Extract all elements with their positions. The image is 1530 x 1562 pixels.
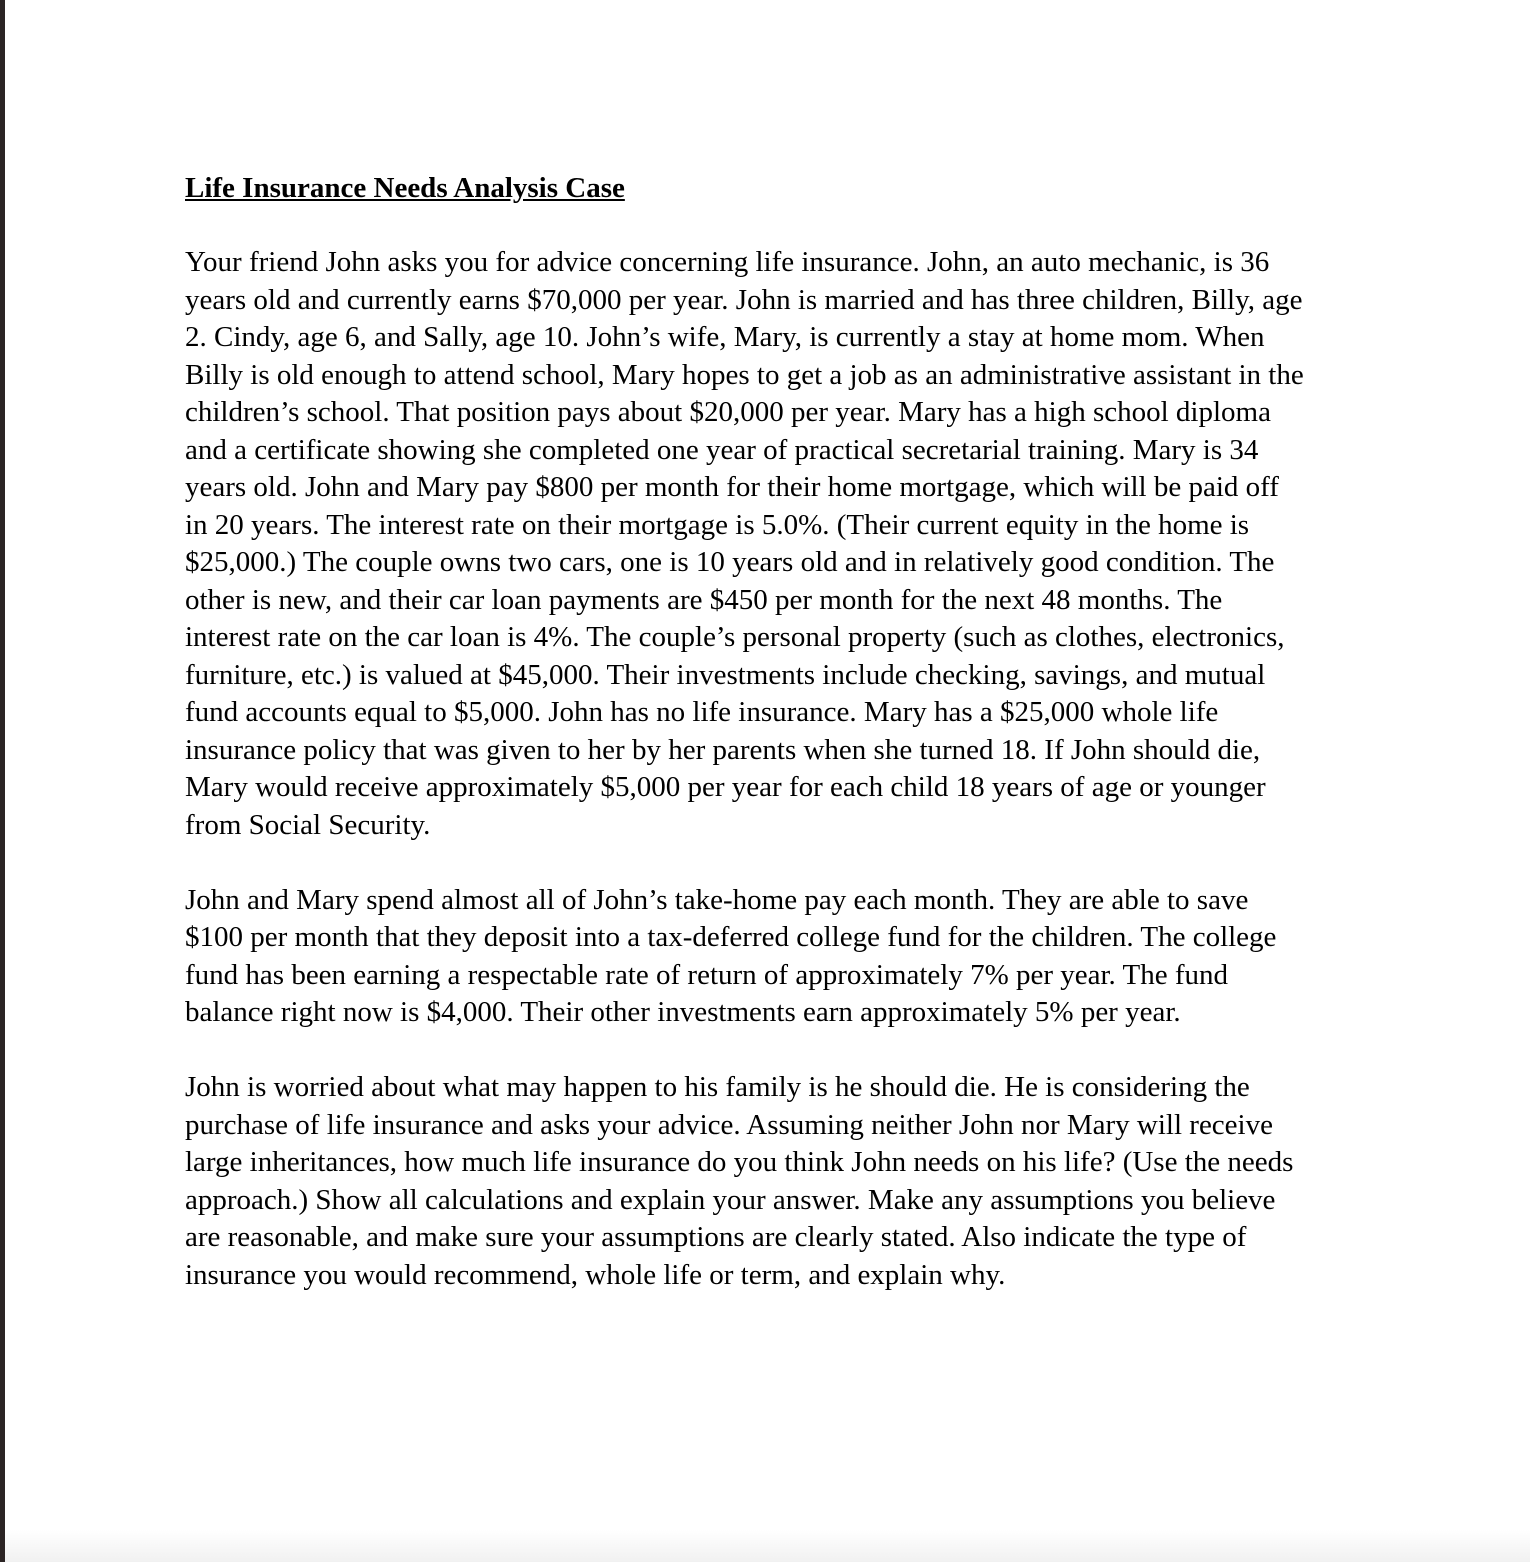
document-page xyxy=(185,170,1365,1332)
window-left-border xyxy=(0,0,5,1562)
text-line: $100 per month that they deposit into a tax-deferred college fund for the children. The college xyxy=(185,921,1277,953)
text-line: $25,000.) The couple owns two cars, one is 10 years old and in relatively good condition. The xyxy=(185,546,1275,578)
text-line: balance right now is $4,000. Their other investments earn approximately 5% per year. xyxy=(185,996,1181,1028)
text-line: years old. John and Mary pay $800 per month for their home mortgage, which will be paid off xyxy=(185,471,1279,503)
text-line: purchase of life insurance and asks your advice. Assuming neither John nor Mary will receive xyxy=(185,1108,1273,1141)
text-line: Your friend John asks you for advice concerning life insurance. John, an auto mechanic, is 36 xyxy=(185,246,1270,278)
page-bottom-shadow xyxy=(5,1530,1530,1562)
text-line: interest rate on the car loan is 4%. The couple’s personal property (such as clothes, electronics, xyxy=(185,621,1285,653)
text-line: years old and currently earns $70,000 per year. John is married and has three children, Billy, age xyxy=(185,283,1303,316)
text-line: fund accounts equal to $5,000. John has no life insurance. Mary has a $25,000 whole life xyxy=(185,696,1219,728)
text-line: furniture, etc.) is valued at $45,000. Their investments include checking, savings, and mutual xyxy=(185,658,1266,691)
text-line: are reasonable, and make sure your assumptions are clearly stated. Also indicate the type of xyxy=(185,1221,1247,1253)
paragraph-case-facts xyxy=(185,244,1365,844)
document-title: Life Insurance Needs Analysis Case xyxy=(185,172,625,204)
paragraph-question xyxy=(185,1069,1365,1294)
text-line: insurance you would recommend, whole life or term, and explain why. xyxy=(185,1258,1006,1291)
text-line: approach.) Show all calculations and explain your answer. Make any assumptions you believe xyxy=(185,1183,1276,1216)
text-line: from Social Security. xyxy=(185,808,431,841)
text-line: John and Mary spend almost all of John’s take-home pay each month. They are able to save xyxy=(185,883,1249,916)
text-line: fund has been earning a respectable rate of return of approximately 7% per year. The fund xyxy=(185,958,1229,991)
text-line: children’s school. That position pays about $20,000 per year. Mary has a high school diploma xyxy=(185,396,1271,428)
text-line: 2. Cindy, age 6, and Sally, age 10. John’s wife, Mary, is currently a stay at home mom. When xyxy=(185,321,1265,353)
text-line: John is worried about what may happen to his family is he should die. He is considering the xyxy=(185,1071,1250,1103)
text-line: Billy is old enough to attend school, Mary hopes to get a job as an administrative assistant in the xyxy=(185,358,1304,391)
text-line: other is new, and their car loan payments are $450 per month for the next 48 months. The xyxy=(185,583,1223,616)
text-line: and a certificate showing she completed one year of practical secretarial training. Mary is 34 xyxy=(185,433,1259,466)
text-line: insurance policy that was given to her by her parents when she turned 18. If John should die, xyxy=(185,733,1261,766)
text-line: large inheritances, how much life insurance do you think John needs on his life? (Use the needs xyxy=(185,1146,1294,1178)
paragraph-savings xyxy=(185,882,1365,1032)
text-line: in 20 years. The interest rate on their mortgage is 5.0%. (Their current equity in the home is xyxy=(185,508,1250,541)
text-line: Mary would receive approximately $5,000 per year for each child 18 years of age or younger xyxy=(185,771,1266,803)
